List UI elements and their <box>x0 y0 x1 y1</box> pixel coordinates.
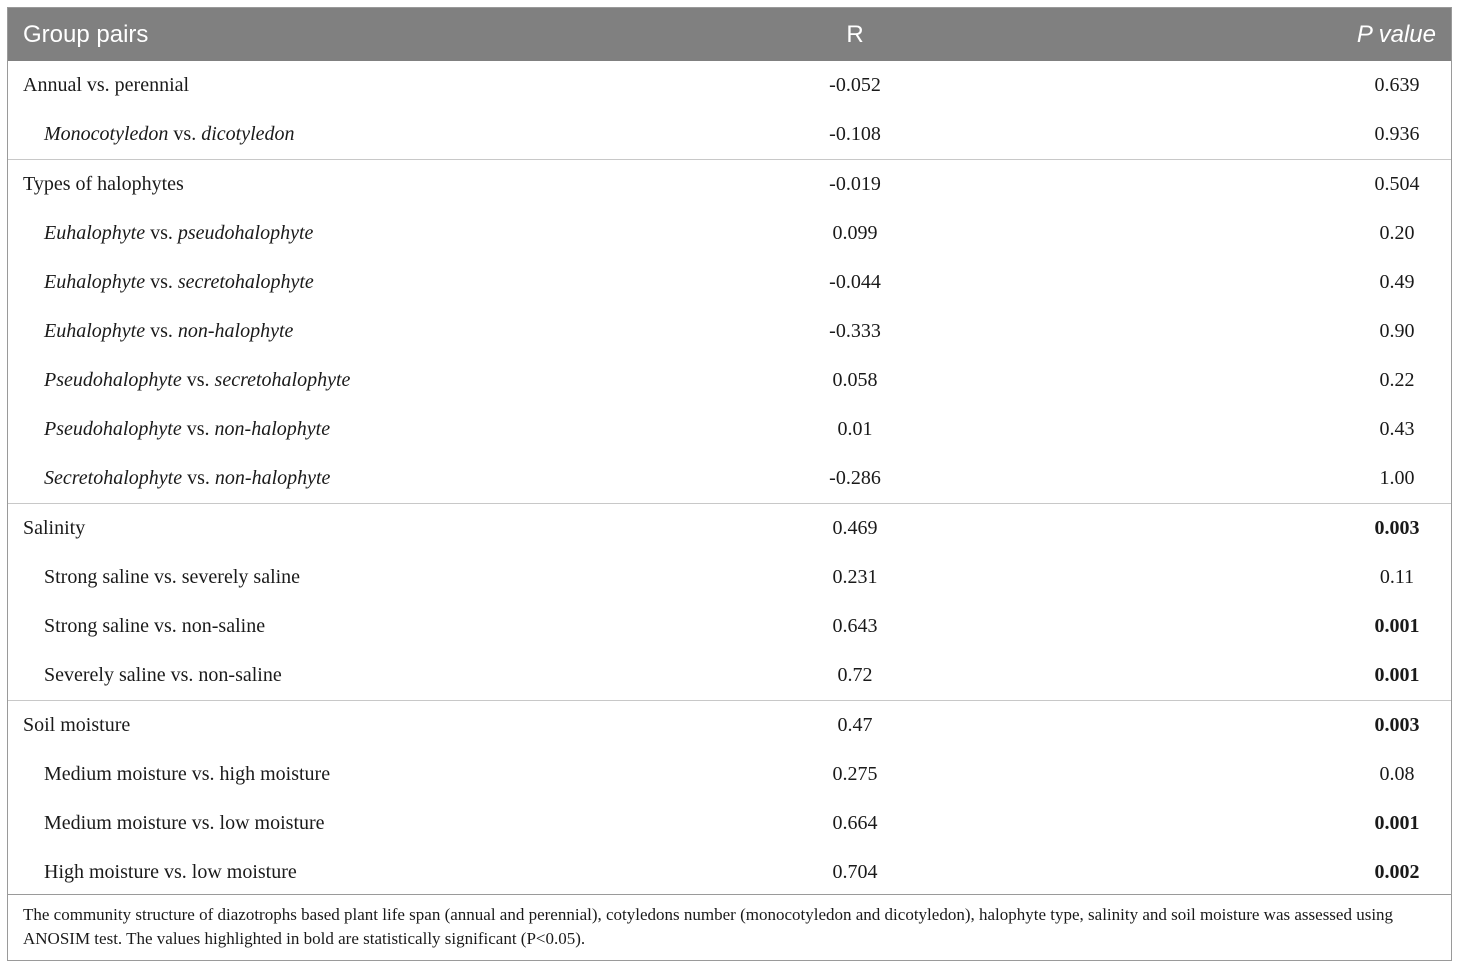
row-label: Monocotyledon vs. dicotyledon <box>44 123 295 145</box>
table-row <box>8 307 1451 356</box>
table-row <box>8 405 1451 454</box>
row-r-value: 0.643 <box>832 615 878 637</box>
row-r-value: 0.72 <box>837 664 873 686</box>
row-p-value: 1.00 <box>1379 467 1415 489</box>
table-row <box>8 159 1451 209</box>
row-p-value: 0.936 <box>1374 123 1420 145</box>
table-row <box>8 799 1451 848</box>
row-label: Secretohalophyte vs. non-halophyte <box>44 467 331 489</box>
row-p-value: 0.08 <box>1379 763 1415 785</box>
header-p-value: P value <box>1356 21 1436 48</box>
table-header <box>8 8 1451 61</box>
table-row <box>8 258 1451 307</box>
row-r-value: 0.01 <box>837 418 873 440</box>
row-label: Medium moisture vs. high moisture <box>44 763 331 785</box>
row-r-value: -0.044 <box>829 271 881 293</box>
row-r-value: 0.664 <box>832 812 878 834</box>
row-p-value: 0.003 <box>1374 517 1420 539</box>
table-row <box>8 454 1451 503</box>
row-p-value: 0.504 <box>1374 173 1420 195</box>
row-p-value: 0.001 <box>1374 812 1420 834</box>
row-r-value: 0.704 <box>832 861 878 883</box>
row-label: Strong saline vs. non-saline <box>44 615 266 637</box>
table-row <box>8 750 1451 799</box>
row-label: Euhalophyte vs. non-halophyte <box>44 320 294 342</box>
row-label: Types of halophytes <box>23 173 184 195</box>
table-row <box>8 110 1451 159</box>
table-row <box>8 503 1451 553</box>
row-label: Strong saline vs. severely saline <box>44 566 301 588</box>
row-label: High moisture vs. low moisture <box>44 861 297 883</box>
table-row <box>8 651 1451 700</box>
row-p-value: 0.002 <box>1374 861 1420 883</box>
table-row <box>8 848 1451 897</box>
row-label: Euhalophyte vs. pseudohalophyte <box>44 222 314 244</box>
anosim-table <box>7 7 1452 961</box>
row-p-value: 0.003 <box>1374 714 1420 736</box>
row-p-value: 0.11 <box>1379 566 1415 588</box>
row-p-value: 0.20 <box>1379 222 1415 244</box>
header-group-pairs: Group pairs <box>23 21 149 48</box>
row-r-value: -0.286 <box>829 467 881 489</box>
row-r-value: 0.231 <box>832 566 878 588</box>
row-p-value: 0.43 <box>1379 418 1415 440</box>
row-r-value: -0.019 <box>829 173 881 195</box>
row-label: Soil moisture <box>23 714 131 736</box>
table-row <box>8 356 1451 405</box>
row-r-value: 0.099 <box>832 222 878 244</box>
row-label: Severely saline vs. non-saline <box>44 664 282 686</box>
row-p-value: 0.90 <box>1379 320 1415 342</box>
table-row <box>8 553 1451 602</box>
table-row <box>8 700 1451 750</box>
table-row <box>8 209 1451 258</box>
table-row <box>8 61 1451 110</box>
row-label: Pseudohalophyte vs. non-halophyte <box>44 418 331 440</box>
row-label: Medium moisture vs. low moisture <box>44 812 325 834</box>
row-r-value: -0.052 <box>829 74 881 96</box>
row-r-value: 0.275 <box>832 763 878 785</box>
row-p-value: 0.639 <box>1374 74 1420 96</box>
row-label: Pseudohalophyte vs. secretohalophyte <box>44 369 351 391</box>
row-p-value: 0.001 <box>1374 664 1420 686</box>
row-p-value: 0.22 <box>1379 369 1415 391</box>
row-label: Euhalophyte vs. secretohalophyte <box>44 271 314 293</box>
row-p-value: 0.49 <box>1379 271 1415 293</box>
row-p-value: 0.001 <box>1374 615 1420 637</box>
row-r-value: 0.058 <box>832 369 878 391</box>
table-body <box>8 61 1451 897</box>
row-r-value: -0.333 <box>829 320 881 342</box>
row-r-value: 0.469 <box>832 517 878 539</box>
row-label: Annual vs. perennial <box>23 74 190 96</box>
header-r: R <box>846 21 864 48</box>
row-label: Salinity <box>23 517 86 539</box>
table-footnote: The community structure of diazotrophs based plant life span (annual and perennial), cotyledons number (monocotyledon and dicotyledon), halophyte type, salinity and soil moisture was assessed using ANOSIM test. The values highlighted in bold are statistically significant (P<0.05). <box>8 894 1451 951</box>
row-r-value: 0.47 <box>837 714 873 736</box>
row-r-value: -0.108 <box>829 123 881 145</box>
table-row <box>8 602 1451 651</box>
